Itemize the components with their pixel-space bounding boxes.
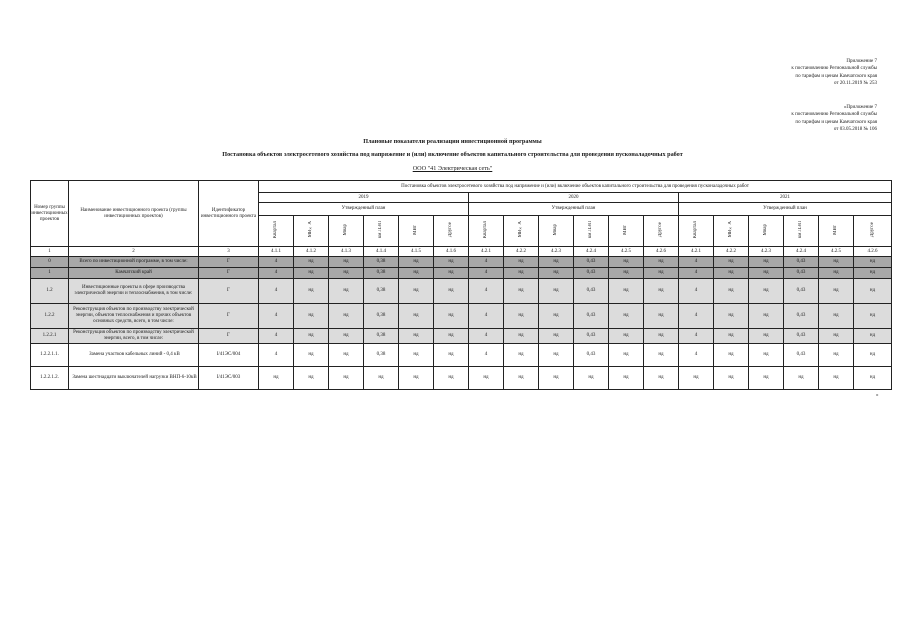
row-value: нд xyxy=(434,329,469,344)
row-value: нд xyxy=(539,344,574,367)
table-row xyxy=(31,329,892,344)
row-identifier: Г xyxy=(199,279,259,304)
header-unit-label: МВ×А xyxy=(308,221,313,238)
row-value: нд xyxy=(504,268,539,279)
row-value: нд xyxy=(644,367,679,390)
header-unit xyxy=(749,216,784,247)
row-value: 4 xyxy=(679,304,714,329)
row-value: 4 xyxy=(259,268,294,279)
row-value: 0,43 xyxy=(784,329,819,344)
row-identifier: Г xyxy=(199,329,259,344)
column-number: 4.2.3 xyxy=(539,247,574,257)
row-value: нд xyxy=(329,279,364,304)
row-identifier: Г xyxy=(199,304,259,329)
row-identifier: I/41ЭС/004 xyxy=(199,344,259,367)
row-value: нд xyxy=(399,268,434,279)
row-value: нд xyxy=(714,367,749,390)
row-value: нд xyxy=(609,304,644,329)
row-number: 1 xyxy=(31,268,69,279)
table-row xyxy=(31,304,892,329)
row-value: 4 xyxy=(469,344,504,367)
header-unit xyxy=(854,216,892,247)
row-value: 4 xyxy=(259,279,294,304)
row-value: нд xyxy=(854,279,892,304)
row-value: нд xyxy=(749,257,784,268)
appendix-line: от 03.05.2018 № 106 xyxy=(833,127,877,133)
header-unit xyxy=(399,216,434,247)
row-value: 0,38 xyxy=(364,257,399,268)
row-value: 0,43 xyxy=(574,257,609,268)
row-value: 0,38 xyxy=(364,329,399,344)
row-value: 0,43 xyxy=(574,304,609,329)
row-value: нд xyxy=(679,367,714,390)
row-value: нд xyxy=(714,329,749,344)
header-unit xyxy=(574,216,609,247)
row-name: Всего по инвестиционной программе, в том числе: xyxy=(69,257,199,268)
row-name: Камчатский край xyxy=(69,268,199,279)
row-value: нд xyxy=(609,344,644,367)
column-number: 4.2.5 xyxy=(609,247,644,257)
header-unit-label: Другое xyxy=(869,221,875,238)
row-value: нд xyxy=(819,268,854,279)
row-value: нд xyxy=(714,268,749,279)
header-unit xyxy=(434,216,469,247)
row-value: нд xyxy=(504,329,539,344)
header-unit xyxy=(644,216,679,247)
column-number: 4.2.6 xyxy=(644,247,679,257)
row-value: нд xyxy=(609,367,644,390)
row-value: 0,43 xyxy=(574,279,609,304)
header-unit xyxy=(819,216,854,247)
row-value: нд xyxy=(504,367,539,390)
header-unit xyxy=(679,216,714,247)
header-unit-label: Мвар xyxy=(763,223,768,236)
row-name: Реконструкция объектов по производству электрической энергии, объектов теплоснабжения и прочих объектов основных средств, всего, в том числе: xyxy=(69,304,199,329)
table-row xyxy=(31,279,892,304)
row-value: 4 xyxy=(469,329,504,344)
row-value: нд xyxy=(434,257,469,268)
header-unit xyxy=(609,216,644,247)
row-name: Замена участков кабельных линий - 0,4 кВ xyxy=(69,344,199,367)
row-value: нд xyxy=(329,344,364,367)
column-number: 4.2.2 xyxy=(714,247,749,257)
row-value: нд xyxy=(399,257,434,268)
appendix-line: от 20.11.2019 № 253 xyxy=(834,81,877,87)
end-mark: » xyxy=(876,393,879,398)
header-unit xyxy=(294,216,329,247)
header-unit-label: Мвар xyxy=(553,223,558,236)
row-number: 0 xyxy=(31,257,69,268)
header-unit xyxy=(714,216,749,247)
row-value: нд xyxy=(329,304,364,329)
header-unit xyxy=(469,216,504,247)
column-number: 4.2.1 xyxy=(469,247,504,257)
header-unit-label: Квартал xyxy=(483,220,488,239)
document-title: Плановые показатели реализации инвестиционной программы xyxy=(363,138,542,145)
row-value: нд xyxy=(819,304,854,329)
row-value: нд xyxy=(399,279,434,304)
row-value: нд xyxy=(434,367,469,390)
row-value: нд xyxy=(819,367,854,390)
row-value: 0,38 xyxy=(364,344,399,367)
row-value: нд xyxy=(609,268,644,279)
row-value: нд xyxy=(854,344,892,367)
row-value: 4 xyxy=(679,329,714,344)
header-plan: Утвержденный план xyxy=(679,203,892,216)
company-name: ООО "41 Электрическая сеть" xyxy=(412,165,493,172)
row-value: нд xyxy=(259,367,294,390)
row-identifier: Г xyxy=(199,268,259,279)
column-number: 4.2.6 xyxy=(854,247,892,257)
appendix-line: «Приложение 7 xyxy=(843,105,877,110)
row-value: нд xyxy=(714,344,749,367)
row-value: нд xyxy=(329,268,364,279)
header-unit-label: км ЛЭП xyxy=(378,220,383,239)
row-value: 0,43 xyxy=(574,344,609,367)
row-value: нд xyxy=(399,367,434,390)
row-value: 4 xyxy=(259,344,294,367)
column-number: 4.2.4 xyxy=(784,247,819,257)
row-value: 4 xyxy=(259,257,294,268)
appendix-block-new xyxy=(637,58,877,88)
row-value: нд xyxy=(644,257,679,268)
row-value: нд xyxy=(714,257,749,268)
row-value: 4 xyxy=(469,304,504,329)
row-value: нд xyxy=(539,279,574,304)
row-value: 0,43 xyxy=(784,268,819,279)
column-number: 4.2.2 xyxy=(504,247,539,257)
header-unit xyxy=(539,216,574,247)
header-unit-label: км ЛЭП xyxy=(798,220,803,239)
row-value: 0,38 xyxy=(364,304,399,329)
header-unit xyxy=(259,216,294,247)
row-value: нд xyxy=(819,329,854,344)
row-value: нд xyxy=(294,367,329,390)
row-number: 1.2.2.1.1. xyxy=(31,344,69,367)
header-number: Номер группы инвестиционных проектов xyxy=(31,181,69,247)
appendix-line: к постановлению Региональной службы xyxy=(791,66,877,72)
row-value: нд xyxy=(294,304,329,329)
header-name: Наименование инвестиционного проекта (группы инвестиционных проектов) xyxy=(69,181,199,247)
header-unit-label: Другое xyxy=(448,221,453,238)
header-unit-label: МВ×А xyxy=(728,221,733,238)
row-value: нд xyxy=(644,268,679,279)
row-name: Инвестиционные проекты в сфере производства электрической энергии и теплоснабжения, в том числе: xyxy=(69,279,199,304)
row-value: нд xyxy=(364,367,399,390)
row-value: нд xyxy=(294,268,329,279)
row-value: нд xyxy=(294,279,329,304)
row-value: 4 xyxy=(259,304,294,329)
row-name: Реконструкция объектов по производству электрической энергии, всего, в том числе: xyxy=(69,329,199,344)
row-value: нд xyxy=(854,329,892,344)
table-row xyxy=(31,257,892,268)
row-value: нд xyxy=(609,257,644,268)
document-subtitle: Постановка объектов электросетевого хозяйства под напряжение и (или) включение объектов капитального строительства для проведения пусконаладочных работ xyxy=(222,151,683,158)
column-number: 4.2.4 xyxy=(574,247,609,257)
row-value: нд xyxy=(434,279,469,304)
header-year: 2019 xyxy=(259,193,469,203)
row-value: нд xyxy=(469,367,504,390)
header-unit-label: МВт xyxy=(413,224,418,235)
row-value: 4 xyxy=(469,268,504,279)
row-value: 4 xyxy=(679,279,714,304)
header-identifier: Идентификатор инвестиционного проекта xyxy=(199,181,259,247)
column-number: 4.1.6 xyxy=(434,247,469,257)
column-number: 4.1.2 xyxy=(294,247,329,257)
row-number: 1.2.2 xyxy=(31,304,69,329)
row-value: нд xyxy=(434,268,469,279)
row-value: 0,43 xyxy=(574,329,609,344)
row-value: нд xyxy=(574,367,609,390)
row-value: нд xyxy=(504,304,539,329)
row-value: нд xyxy=(609,329,644,344)
row-value: нд xyxy=(609,279,644,304)
appendix-line: по тарифам и ценам Камчатского края xyxy=(795,73,877,79)
row-value: нд xyxy=(294,329,329,344)
header-unit-label: Другое xyxy=(658,221,663,238)
header-span-title: Постановка объектов электросетевого хозяйства под напряжение и (или) включение объектов капитального строительства для проведения пусконаладочных работ xyxy=(259,181,892,193)
row-value: нд xyxy=(539,304,574,329)
row-value: нд xyxy=(644,344,679,367)
row-value: нд xyxy=(329,329,364,344)
column-number: 4.2.5 xyxy=(819,247,854,257)
row-value: нд xyxy=(819,344,854,367)
row-value: 0,43 xyxy=(784,257,819,268)
row-value: нд xyxy=(329,257,364,268)
header-unit-label: Квартал xyxy=(273,220,278,239)
row-value: 0,43 xyxy=(574,268,609,279)
header-unit-label: МВт xyxy=(623,224,628,235)
row-value: 4 xyxy=(259,329,294,344)
row-value: нд xyxy=(854,304,892,329)
row-value: нд xyxy=(819,279,854,304)
row-value: нд xyxy=(539,257,574,268)
row-value: нд xyxy=(714,304,749,329)
column-number: 1 xyxy=(31,247,69,257)
column-number: 4.1.3 xyxy=(329,247,364,257)
row-value: нд xyxy=(749,268,784,279)
row-value: 4 xyxy=(679,257,714,268)
header-year: 2021 xyxy=(679,193,892,203)
row-identifier: Г xyxy=(199,257,259,268)
row-value: нд xyxy=(644,329,679,344)
row-value: нд xyxy=(749,344,784,367)
appendix-line: по тарифам и ценам Камчатского края xyxy=(795,119,877,125)
row-value: 0,43 xyxy=(784,344,819,367)
row-value: нд xyxy=(434,344,469,367)
column-number: 2 xyxy=(69,247,199,257)
row-value: нд xyxy=(854,257,892,268)
header-unit xyxy=(364,216,399,247)
table-row xyxy=(31,344,892,367)
row-value: нд xyxy=(749,329,784,344)
header-unit-label: Квартал xyxy=(693,220,698,239)
table-row xyxy=(31,367,892,390)
appendix-line: к постановлению Региональной службы xyxy=(791,112,877,118)
row-value: 0,43 xyxy=(784,304,819,329)
row-value: 4 xyxy=(469,257,504,268)
appendix-block-old xyxy=(637,104,877,134)
column-number: 4.1.5 xyxy=(399,247,434,257)
row-value: нд xyxy=(539,268,574,279)
indicators-table xyxy=(30,180,892,390)
row-value: нд xyxy=(539,367,574,390)
row-number: 1.2.2.1.2. xyxy=(31,367,69,390)
header-unit-label: км ЛЭП xyxy=(588,220,593,239)
column-number: 4.2.1 xyxy=(679,247,714,257)
header-plan: Утвержденный план xyxy=(469,203,679,216)
header-unit xyxy=(504,216,539,247)
row-value: нд xyxy=(399,344,434,367)
row-value: нд xyxy=(644,279,679,304)
header-plan: Утвержденный план xyxy=(259,203,469,216)
appendix-line: Приложение 7 xyxy=(846,59,877,64)
row-value: нд xyxy=(854,367,892,390)
row-value: нд xyxy=(749,367,784,390)
row-value: нд xyxy=(784,367,819,390)
row-name: Замена шестнадцати выключателей нагрузки ВНП-6-10кВ xyxy=(69,367,199,390)
row-value: 0,38 xyxy=(364,268,399,279)
row-value: 4 xyxy=(679,268,714,279)
header-unit-label: МВт xyxy=(833,224,838,235)
header-unit-label: МВ×А xyxy=(518,221,523,238)
row-value: нд xyxy=(294,257,329,268)
row-value: нд xyxy=(399,329,434,344)
row-identifier: I/41ЭС/003 xyxy=(199,367,259,390)
row-value: нд xyxy=(504,279,539,304)
header-year: 2020 xyxy=(469,193,679,203)
row-value: нд xyxy=(539,329,574,344)
header-unit xyxy=(784,216,819,247)
column-number: 3 xyxy=(199,247,259,257)
column-number: 4.2.3 xyxy=(749,247,784,257)
row-number: 1.2.2.1 xyxy=(31,329,69,344)
row-number: 1.2 xyxy=(31,279,69,304)
row-value: нд xyxy=(749,304,784,329)
row-value: нд xyxy=(644,304,679,329)
row-value: нд xyxy=(854,268,892,279)
row-value: 4 xyxy=(469,279,504,304)
column-number: 4.1.4 xyxy=(364,247,399,257)
row-value: 4 xyxy=(679,344,714,367)
row-value: 0,43 xyxy=(784,279,819,304)
row-value: нд xyxy=(329,367,364,390)
row-value: нд xyxy=(504,344,539,367)
row-value: нд xyxy=(819,257,854,268)
row-value: нд xyxy=(714,279,749,304)
row-value: нд xyxy=(749,279,784,304)
row-value: нд xyxy=(294,344,329,367)
row-value: нд xyxy=(504,257,539,268)
table-row xyxy=(31,268,892,279)
row-value: нд xyxy=(434,304,469,329)
row-value: нд xyxy=(399,304,434,329)
header-unit-label: Мвар xyxy=(343,223,348,236)
row-value: 0,38 xyxy=(364,279,399,304)
column-number: 4.1.1 xyxy=(259,247,294,257)
header-unit xyxy=(329,216,364,247)
